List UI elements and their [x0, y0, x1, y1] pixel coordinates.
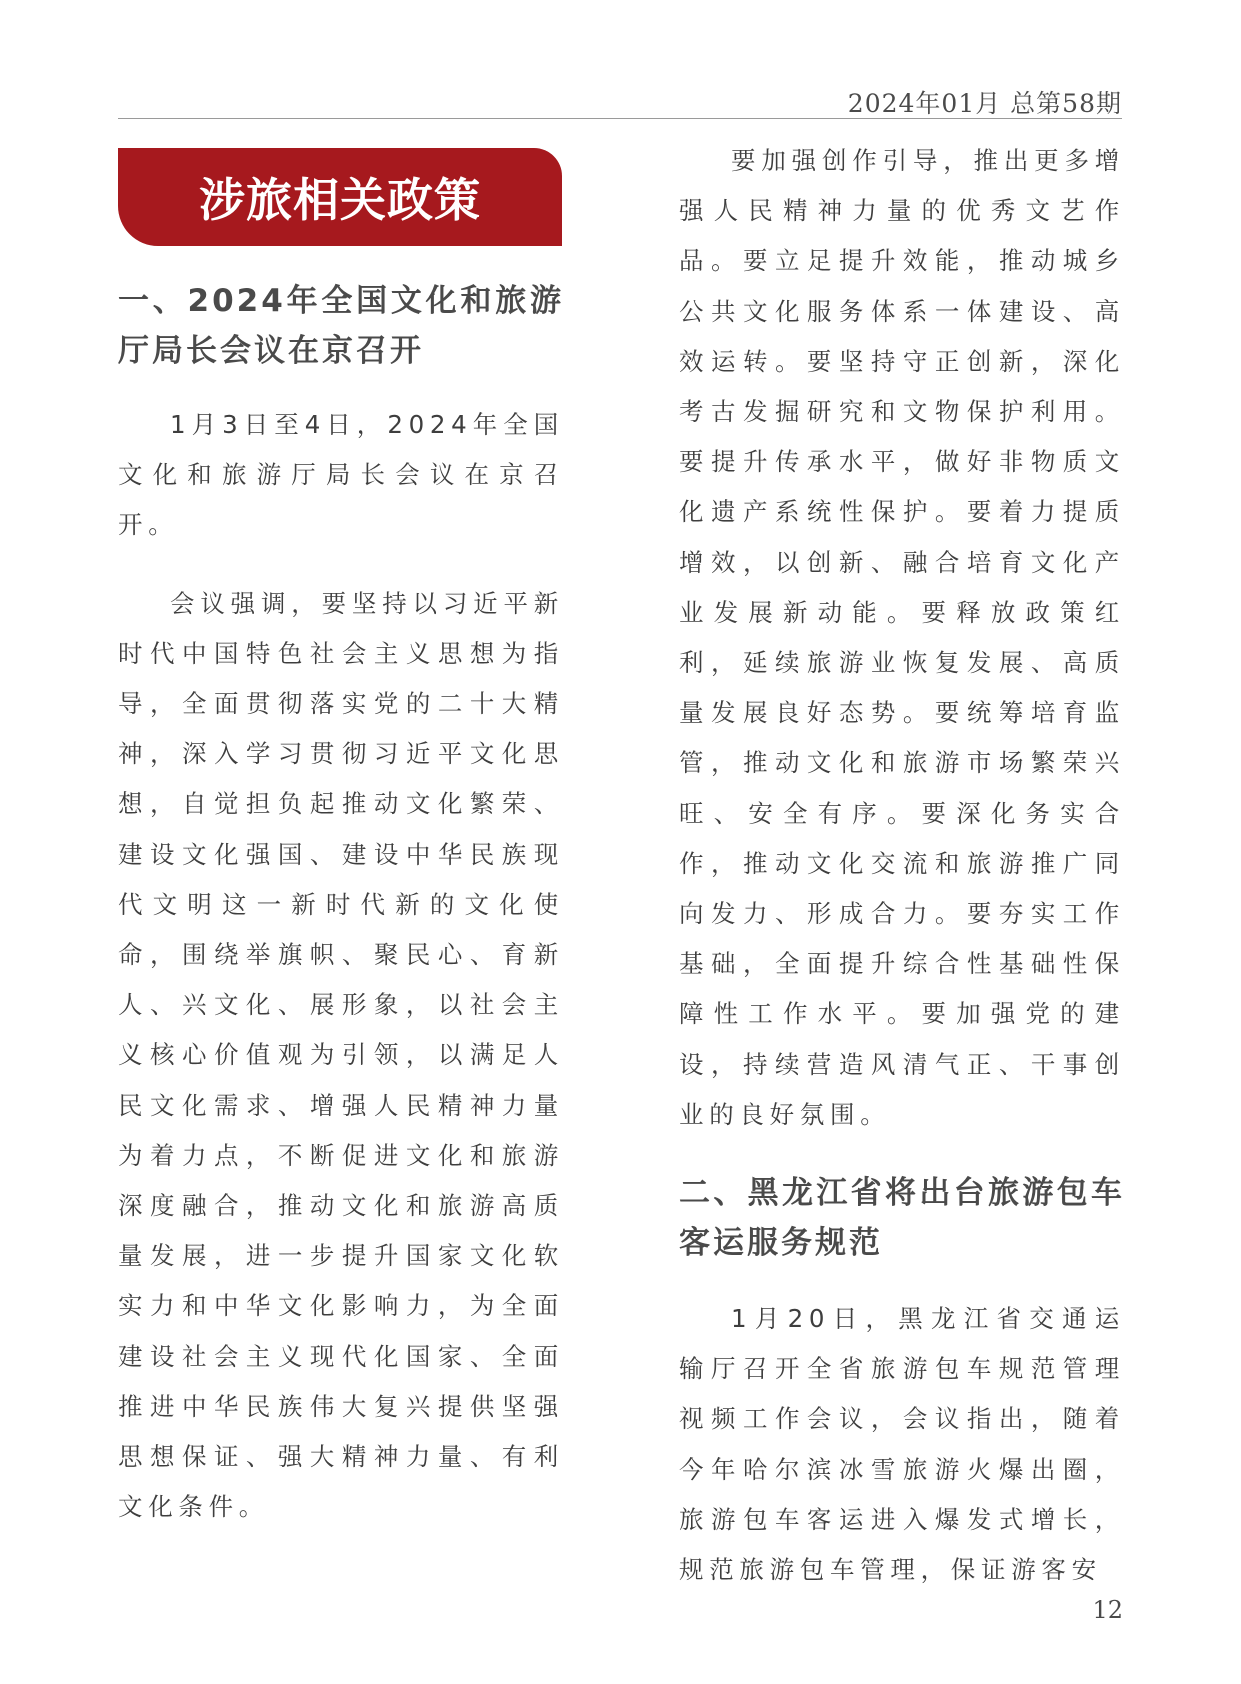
section-banner-title: 涉旅相关政策: [199, 173, 481, 227]
issue-header: 2024年01月 总第58期: [847, 89, 1122, 118]
article-2-paragraph-1: 1月20日，黑龙江省交通运输厅召开全省旅游包车规范管理视频工作会议，会议指出，随着今年哈尔滨冰雪旅游火爆出圈，旅游包车客运进入爆发式增长，规范旅游包车管理，保证游客安: [679, 1304, 1125, 1585]
section-banner: [118, 148, 562, 246]
page-number: 12: [1092, 1596, 1123, 1624]
article-1-paragraph-2: 会议强调，要坚持以习近平新时代中国特色社会主义思想为指导，全面贯彻落实党的二十大精神，深入学习贯彻习近平文化思想，自觉担负起推动文化繁荣、建设文化强国、建设中华民族现代文明这一新时代新的文化使命，围绕举旗帜、聚民心、育新人、兴文化、展形象，以社会主义核心价值观为引领，以满足人民文化需求、增强人民精神力量为着力点，不断促进文化和旅游深度融合，推动文化和旅游高质量发展，进一步提升国家文化软实力和中华文化影响力，为全面建设社会主义现代化国家、全面推进中华民族伟大复兴提供坚强思想保证、强大精神力量、有利文化条件。: [118, 588, 564, 1522]
header-divider: [118, 118, 1122, 119]
left-column: [118, 276, 564, 1532]
article-1-heading: 一、2024年全国文化和旅游厅局长会议在京召开: [118, 283, 564, 369]
article-1-paragraph-1: 1月3日至4日，2024年全国文化和旅游厅局长会议在京召开。: [118, 410, 564, 540]
article-1-paragraph-3: 要加强创作引导，推出更多增强人民精神力量的优秀文艺作品。要立足提升效能，推动城乡公共文化服务体系一体建设、高效运转。要坚持守正创新，深化考古发掘研究和文物保护利用。要提升传承水平，做好非物质文化遗产系统性保护。要着力提质增效，以创新、融合培育文化产业发展新动能。要释放政策红利，延续旅游业恢复发展、高质量发展良好态势。要统筹培育监管，推动文化和旅游市场繁荣兴旺、安全有序。要深化务实合作，推动文化交流和旅游推广同向发力、形成合力。要夯实工作基础，全面提升综合性基础性保障性工作水平。要加强党的建设，持续营造风清气正、干事创业的良好氛围。: [679, 146, 1125, 1129]
article-2-heading: 二、黑龙江省将出台旅游包车客运服务规范: [679, 1175, 1125, 1262]
right-column: [679, 136, 1125, 1595]
